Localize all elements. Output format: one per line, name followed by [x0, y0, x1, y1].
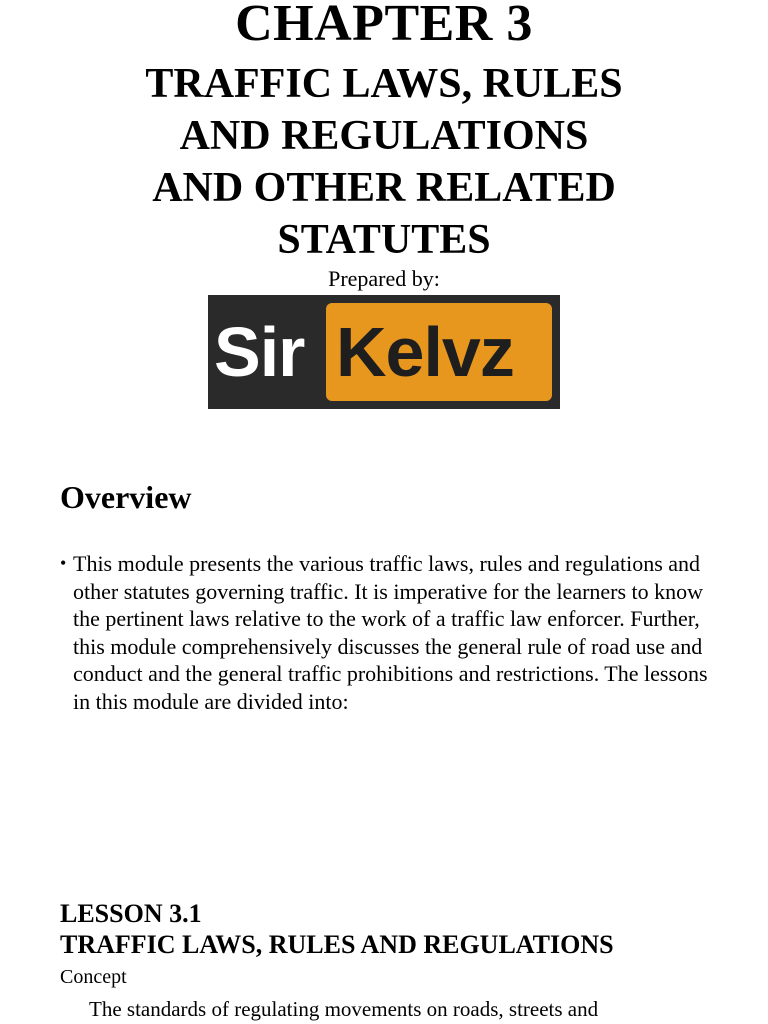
- lesson-label: LESSON 3.1: [60, 899, 202, 928]
- prepared-by-label: Prepared by:: [328, 266, 440, 291]
- concept-label: Concept: [60, 966, 127, 988]
- concept-text: The standards of regulating movements on roads, streets and: [89, 997, 599, 1021]
- bullet-icon: •: [60, 553, 67, 573]
- chapter-title-line: AND OTHER RELATED: [152, 165, 616, 211]
- chapter-title-line: AND REGULATIONS: [179, 113, 589, 159]
- logo-text-sir: Sir: [214, 313, 305, 391]
- chapter-heading: CHAPTER 3: [235, 0, 533, 52]
- overview-bullet: [60, 550, 720, 715]
- logo-text-kelvz: Kelvz: [336, 313, 514, 391]
- chapter-title-line: STATUTES: [277, 217, 491, 263]
- sirkelvz-logo: [208, 295, 560, 409]
- chapter-title: [0, 58, 768, 266]
- lesson-title: TRAFFIC LAWS, RULES AND REGULATIONS: [60, 930, 614, 959]
- chapter-title-line: TRAFFIC LAWS, RULES: [145, 61, 623, 107]
- logo-accent-box: [326, 303, 552, 401]
- overview-text: This module presents the various traffic laws, rules and regulations and other statutes governing traffic. It is imperative for the learners to know the pertinent laws relative to the work of a traffic law enforcer. Further, this module comprehensively discusses the general rule of road use and conduct and the general traffic prohibitions and restrictions. The lessons in this module are divided into:: [73, 551, 708, 714]
- overview-heading: Overview: [60, 479, 192, 515]
